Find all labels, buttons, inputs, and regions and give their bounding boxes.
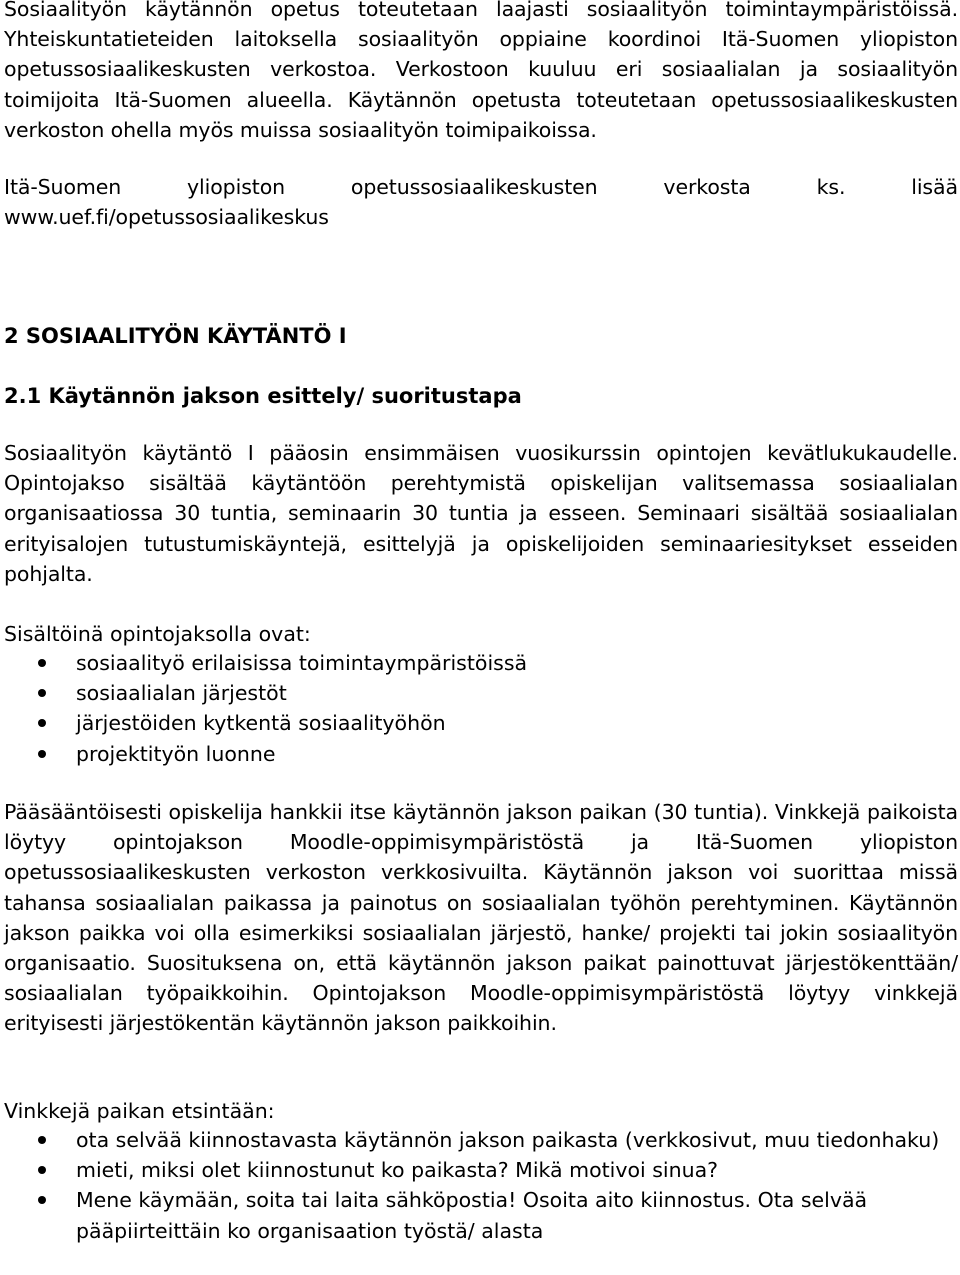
section-subheading: 2.1 Käytännön jakson esittely/ suoritustapa <box>4 384 522 408</box>
list-item-text: sosiaalialan järjestöt <box>76 681 287 706</box>
intro-link-word: opetussosiaalikeskusten <box>350 175 598 199</box>
section-heading: 2 SOSIAALITYÖN KÄYTÄNTÖ I <box>4 324 347 348</box>
bullet-icon <box>38 1196 46 1204</box>
list-item-text: projektityön luonne <box>76 741 276 766</box>
bullet-icon <box>38 1166 46 1174</box>
intro-link-word: Itä-Suomen <box>4 175 122 199</box>
intro-link-url[interactable]: www.uef.fi/opetussosiaalikeskus <box>4 205 329 230</box>
intro-paragraph: Sosiaalityön käytännön opetus toteutetaan laajasti sosiaalityön toimintaympäristöissä. Yhteiskuntatieteiden laitoksella sosiaalityön oppiaine koordinoi Itä-Suomen yliopiston opetussosiaalikeskusten verkostoa. Verkostoon kuuluu eri sosiaalialan ja sosiaalityön toimijoita Itä-Suomen alueella. Käytännön opetusta toteutetaan opetussosiaalikeskusten verkoston ohella myös muissa sosiaalityön toimipaikoissa. <box>4 0 958 142</box>
list-item-text: mieti, miksi olet kiinnostunut ko paikasta? Mikä motivoi sinua? <box>76 1158 719 1183</box>
bullet-icon <box>38 1136 46 1144</box>
intro-link-word: verkosta <box>663 175 751 199</box>
list-item <box>4 739 958 769</box>
list-item <box>4 708 958 738</box>
contents-label: Sisältöinä opintojaksolla ovat: <box>4 622 311 646</box>
list-item-text: Mene käymään, soita tai laita sähköpostia! Osoita aito kiinnostus. Ota selvää pääpiirteittäin ko organisaation työstä/ alasta <box>76 1188 868 1243</box>
bullet-icon <box>38 719 46 727</box>
section-paragraph-2: Pääsääntöisesti opiskelija hankkii itse käytännön jakson paikan (30 tuntia). Vinkkejä paikoista löytyy opintojakson Moodle-oppimisympäristöstä ja Itä-Suomen yliopiston opetussosiaalikeskusten verkoston verkkosivuilta. Käytännön jakson voi suorittaa missä tahansa sosiaalialan paikassa ja painotus on sosiaalialan työhön perehtyminen. Käytännön jakson paikka voi olla esimerkiksi sosiaalialan järjestö, hanke/ projekti tai jokin sosiaalityön organisaatio. Suosituksena on, että käytännön jakson paikat painottuvat järjestökenttään/ sosiaalialan työpaikkoihin. Opintojakson Moodle-oppimisympäristöstä löytyy vinkkejä erityisesti järjestökentän käytännön jakson paikkoihin. <box>4 800 958 1036</box>
list-item <box>4 1125 958 1155</box>
tips-list <box>4 1125 958 1246</box>
list-item <box>4 678 958 708</box>
list-item <box>4 648 958 678</box>
list-item-text: järjestöiden kytkentä sosiaalityöhön <box>76 711 446 736</box>
list-item <box>4 1185 958 1245</box>
list-item <box>4 1155 958 1185</box>
contents-list <box>4 648 958 769</box>
list-item-text: ota selvää kiinnostavasta käytännön jakson paikasta (verkkosivut, muu tiedonhaku) <box>76 1128 940 1152</box>
intro-link-line <box>4 172 958 232</box>
intro-link-word: lisää <box>911 175 958 199</box>
section-paragraph-1: Sosiaalityön käytäntö I pääosin ensimmäisen vuosikurssin opintojen kevätlukukaudelle. Opintojakso sisältää käytäntöön perehtymistä opiskelijan valitsemassa sosiaalialan organisaatiossa 30 tuntia, seminaarin 30 tuntia ja esseen. Seminaari sisältää sosiaalialan erityisalojen tutustumiskäyntejä, esittelyjä ja opiskelijoiden seminaariesitykset esseiden pohjalta. <box>4 441 958 586</box>
bullet-icon <box>38 689 46 697</box>
intro-link-word: yliopiston <box>187 175 286 199</box>
bullet-icon <box>38 659 46 667</box>
tips-label: Vinkkejä paikan etsintään: <box>4 1099 275 1123</box>
bullet-icon <box>38 750 46 758</box>
intro-link-word: ks. <box>816 175 846 199</box>
list-item-text: sosiaalityö erilaisissa toimintaympäristöissä <box>76 651 528 675</box>
